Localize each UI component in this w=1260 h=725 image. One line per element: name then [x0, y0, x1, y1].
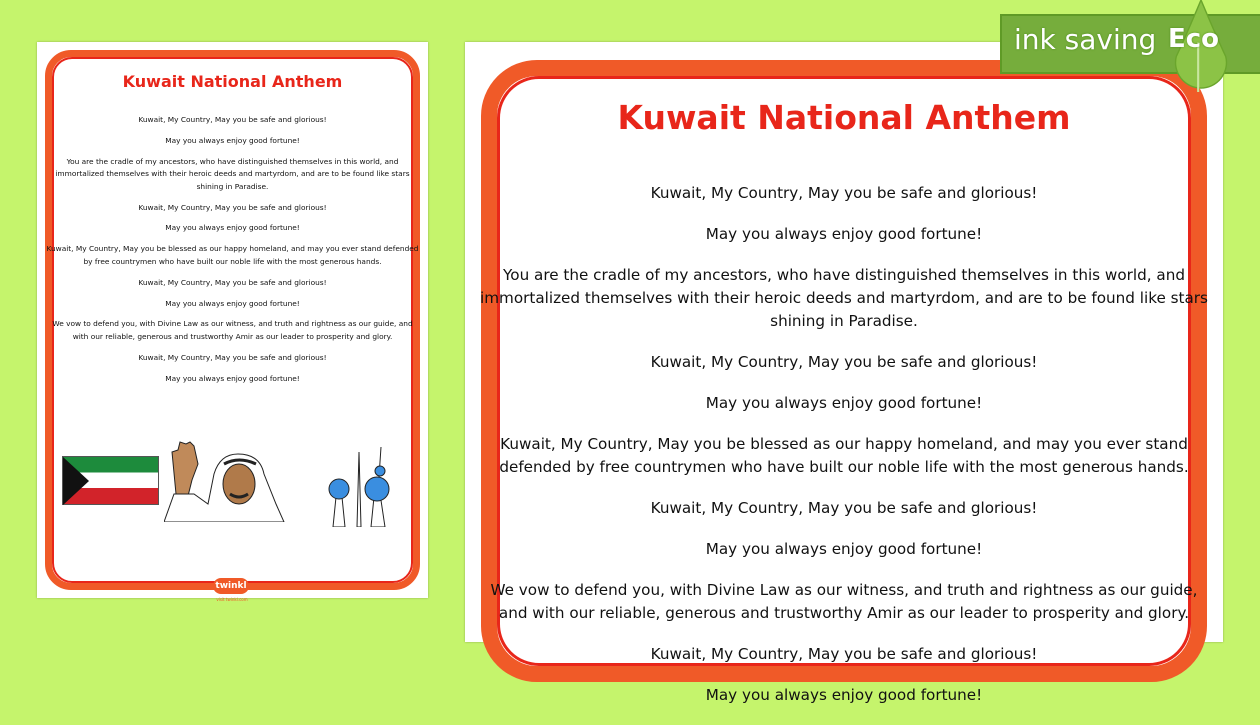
- preview-page-small: [37, 42, 428, 602]
- lyric-paragraph: Kuwait, My Country, May you be safe and glorious!: [650, 184, 1038, 202]
- lyric-paragraph: We vow to defend you, with Divine Law as our witness, and truth and rightness as our guide, and with our reliable, generous and trustworthy Amir as our leader to prosperity and glory.: [490, 581, 1198, 622]
- page-title: Kuwait National Anthem: [617, 98, 1071, 137]
- twinkl-url: visit twinkl.com: [216, 597, 248, 602]
- lyrics: [37, 114, 428, 394]
- lyric-paragraph: Kuwait, My Country, May you be safe and glorious!: [650, 499, 1038, 517]
- lyric-paragraph: Kuwait, My Country, May you be blessed as our happy homeland, and may you ever stand defended by free countrymen who have built our noble life with the most generous hands.: [499, 435, 1189, 476]
- lyric-paragraph: Kuwait, My Country, May you be safe and glorious!: [650, 353, 1038, 371]
- lyric-paragraph: You are the cradle of my ancestors, who have distinguished themselves in this world, and immortalized themselves with their heroic deeds and martyrdom, and are to be found like stars shining in Paradise.: [480, 266, 1208, 330]
- lyric-paragraph: May you always enjoy good fortune!: [705, 540, 983, 558]
- amir-illustration: [164, 434, 304, 522]
- lyric-paragraph: You are the cradle of my ancestors, who have distinguished themselves in this world, and immortalized themselves with their heroic deeds and martyrdom, and are to be found like stars shining in Paradise.: [55, 156, 410, 191]
- twinkl-logo: twinkl: [213, 578, 249, 594]
- lyric-paragraph: Kuwait, My Country, May you be safe and glorious!: [138, 277, 327, 287]
- eco-label: Eco: [1168, 24, 1220, 54]
- lyric-paragraph: We vow to defend you, with Divine Law as our witness, and truth and rightness as our guide, and with our reliable, generous and trustworthy Amir as our leader to prosperity and glory.: [52, 319, 413, 341]
- lyric-paragraph: May you always enjoy good fortune!: [165, 135, 300, 145]
- lyric-paragraph: Kuwait, My Country, May you be safe and glorious!: [138, 352, 327, 362]
- lyric-paragraph: May you always enjoy good fortune!: [705, 394, 983, 412]
- kuwait-towers-illustration: [317, 447, 397, 527]
- lyric-paragraph: May you always enjoy good fortune!: [165, 298, 300, 308]
- preview-page-large: [465, 42, 1223, 704]
- kuwait-flag-image: [62, 456, 159, 505]
- lyric-paragraph: May you always enjoy good fortune!: [705, 225, 983, 243]
- lyric-paragraph: May you always enjoy good fortune!: [165, 373, 300, 383]
- lyric-paragraph: Kuwait, My Country, May you be safe and glorious!: [138, 202, 327, 212]
- ink-saving-text: ink saving: [1014, 23, 1157, 56]
- lyric-paragraph: May you always enjoy good fortune!: [165, 223, 300, 233]
- page-title: Kuwait National Anthem: [122, 72, 343, 91]
- lyric-paragraph: Kuwait, My Country, May you be safe and glorious!: [650, 645, 1038, 663]
- lyric-paragraph: Kuwait, My Country, May you be blessed as our happy homeland, and may you ever stand defended by free countrymen who have built our noble life with the most generous hands.: [46, 244, 419, 266]
- lyric-paragraph: Kuwait, My Country, May you be safe and glorious!: [138, 115, 327, 124]
- lyrics: [465, 182, 1223, 725]
- lyric-paragraph: May you always enjoy good fortune!: [705, 686, 983, 704]
